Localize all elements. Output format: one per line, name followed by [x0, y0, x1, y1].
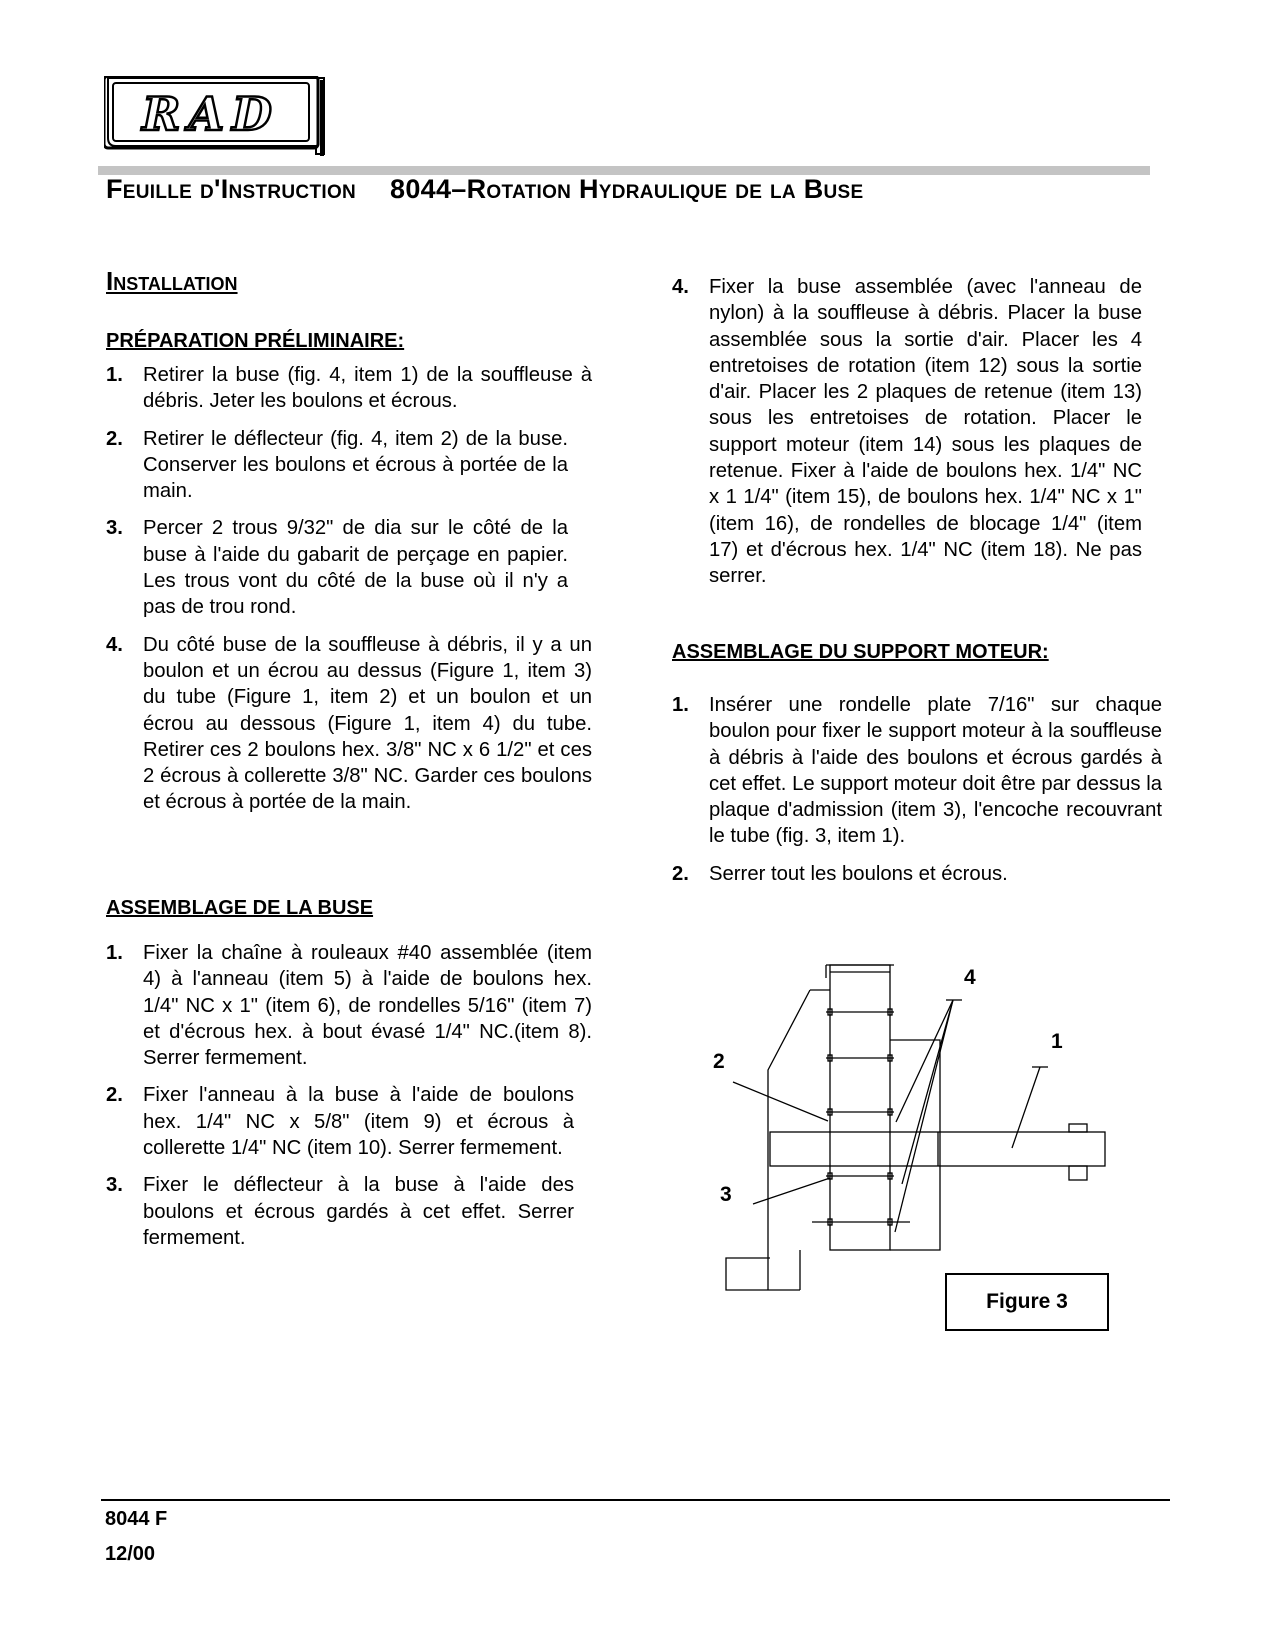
figure-caption: Figure 3	[945, 1273, 1109, 1331]
list-item: 1. Retirer la buse (fig. 4, item 1) de la souffleuse à débris. Jeter les boulons et écrous.	[106, 364, 592, 413]
figure-label-4: 4	[964, 966, 976, 989]
buse-list	[106, 940, 592, 1251]
footer-date: 12/00	[105, 1543, 156, 1565]
list-item: 1. Fixer la chaîne à rouleaux #40 assemblée (item 4) à l'anneau (item 5) à l'aide de boulons hex. 1/4" NC x 1" (item 6), de rondelles 5/16" (item 7) et d'écrous hex. à bout évasé 1/4" NC.(item 8). Serrer fermement.	[106, 942, 592, 1070]
figure-label-2: 2	[713, 1050, 725, 1073]
page-title	[106, 174, 1166, 205]
list-item: 2. Serrer tout les boulons et écrous.	[672, 862, 1008, 885]
title-left: Feuille d'Instruction	[106, 174, 357, 204]
installation-heading: Installation	[106, 266, 238, 296]
prep-heading: PRÉPARATION PRÉLIMINAIRE:	[106, 330, 405, 352]
buse-heading: ASSEMBLAGE DE LA BUSE	[106, 897, 374, 919]
list-item: 3. Fixer le déflecteur à la buse à l'aide des boulons et écrous gardés à cet effet. Serrer fermement.	[106, 1174, 574, 1249]
list-item: 3. Percer 2 trous 9/32" de dia sur le côté de la buse à l'aide du gabarit de perçage en papier. Les trous vont du côté de la buse où il n'y a pas de trou rond.	[106, 517, 568, 619]
footer-rule	[101, 1499, 1170, 1501]
moteur-list	[672, 692, 1162, 887]
list-item: 4. Du côté buse de la souffleuse à débris, il y a un boulon et un écrou au dessus (Figure 1, item 3) du tube (Figure 1, item 2) et un boulon et un écrou au dessous (Figure 1, item 4) du tube. Retirer ces 2 boulons hex. 3/8" NC x 6 1/2" et ces 2 écrous à collerette 3/8" NC. Garder ces boulons et écrous à portée de la main.	[106, 633, 592, 814]
list-item: 4. Fixer la buse assemblée (avec l'anneau de nylon) à la souffleuse à débris. Placer la buse assemblée sous la sortie d'air. Placer les 4 entretoises de rotation (item 12) sous la sortie d'air. Placer les 2 plaques de retenue (item 13) sous les entretoises de rotation. Placer le support moteur (item 14) sous les plaques de retenue. Fixer à l'aide de boulons hex. 1/4" NC x 1 1/4" (item 15), de boulons hex. 1/4" NC x 1" (item 16), de rondelles de blocage 1/4" (item 17) et d'écrous hex. 1/4" NC (item 18). Ne pas serrer.	[672, 276, 1142, 588]
ring-column	[830, 965, 890, 1250]
bolts	[812, 1009, 910, 1225]
rad-logo	[104, 76, 340, 160]
prep-list	[106, 362, 592, 816]
moteur-heading: ASSEMBLAGE DU SUPPORT MOTEUR:	[672, 641, 1049, 663]
buse-list-continued	[672, 274, 1142, 590]
title-right: 8044–Rotation Hydraulique de la Buse	[390, 174, 864, 204]
footer-doc-number: 8044 F	[105, 1508, 168, 1530]
list-item: 1. Insérer une rondelle plate 7/16" sur chaque boulon pour fixer le support moteur à la souffleuse à débris à l'aide des boulons et écrous gardés à cet effet. Le support moteur doit être par dessus la plaque d'admission (item 3), l'encoche recouvrant le tube (fig. 3, item 1).	[672, 694, 1162, 848]
list-item: 2. Retirer le déflecteur (fig. 4, item 2) de la buse. Conserver les boulons et écrous à portée de la main.	[106, 427, 568, 503]
figure-label-3: 3	[720, 1183, 732, 1206]
logo-text: RAD	[142, 87, 280, 141]
list-item: 2. Fixer l'anneau à la buse à l'aide de boulons hex. 1/4" NC x 5/8" (item 9) et écrous à collerette 1/4" NC (item 10). Serrer fermement.	[106, 1084, 574, 1160]
figure-label-1: 1	[1051, 1030, 1063, 1053]
